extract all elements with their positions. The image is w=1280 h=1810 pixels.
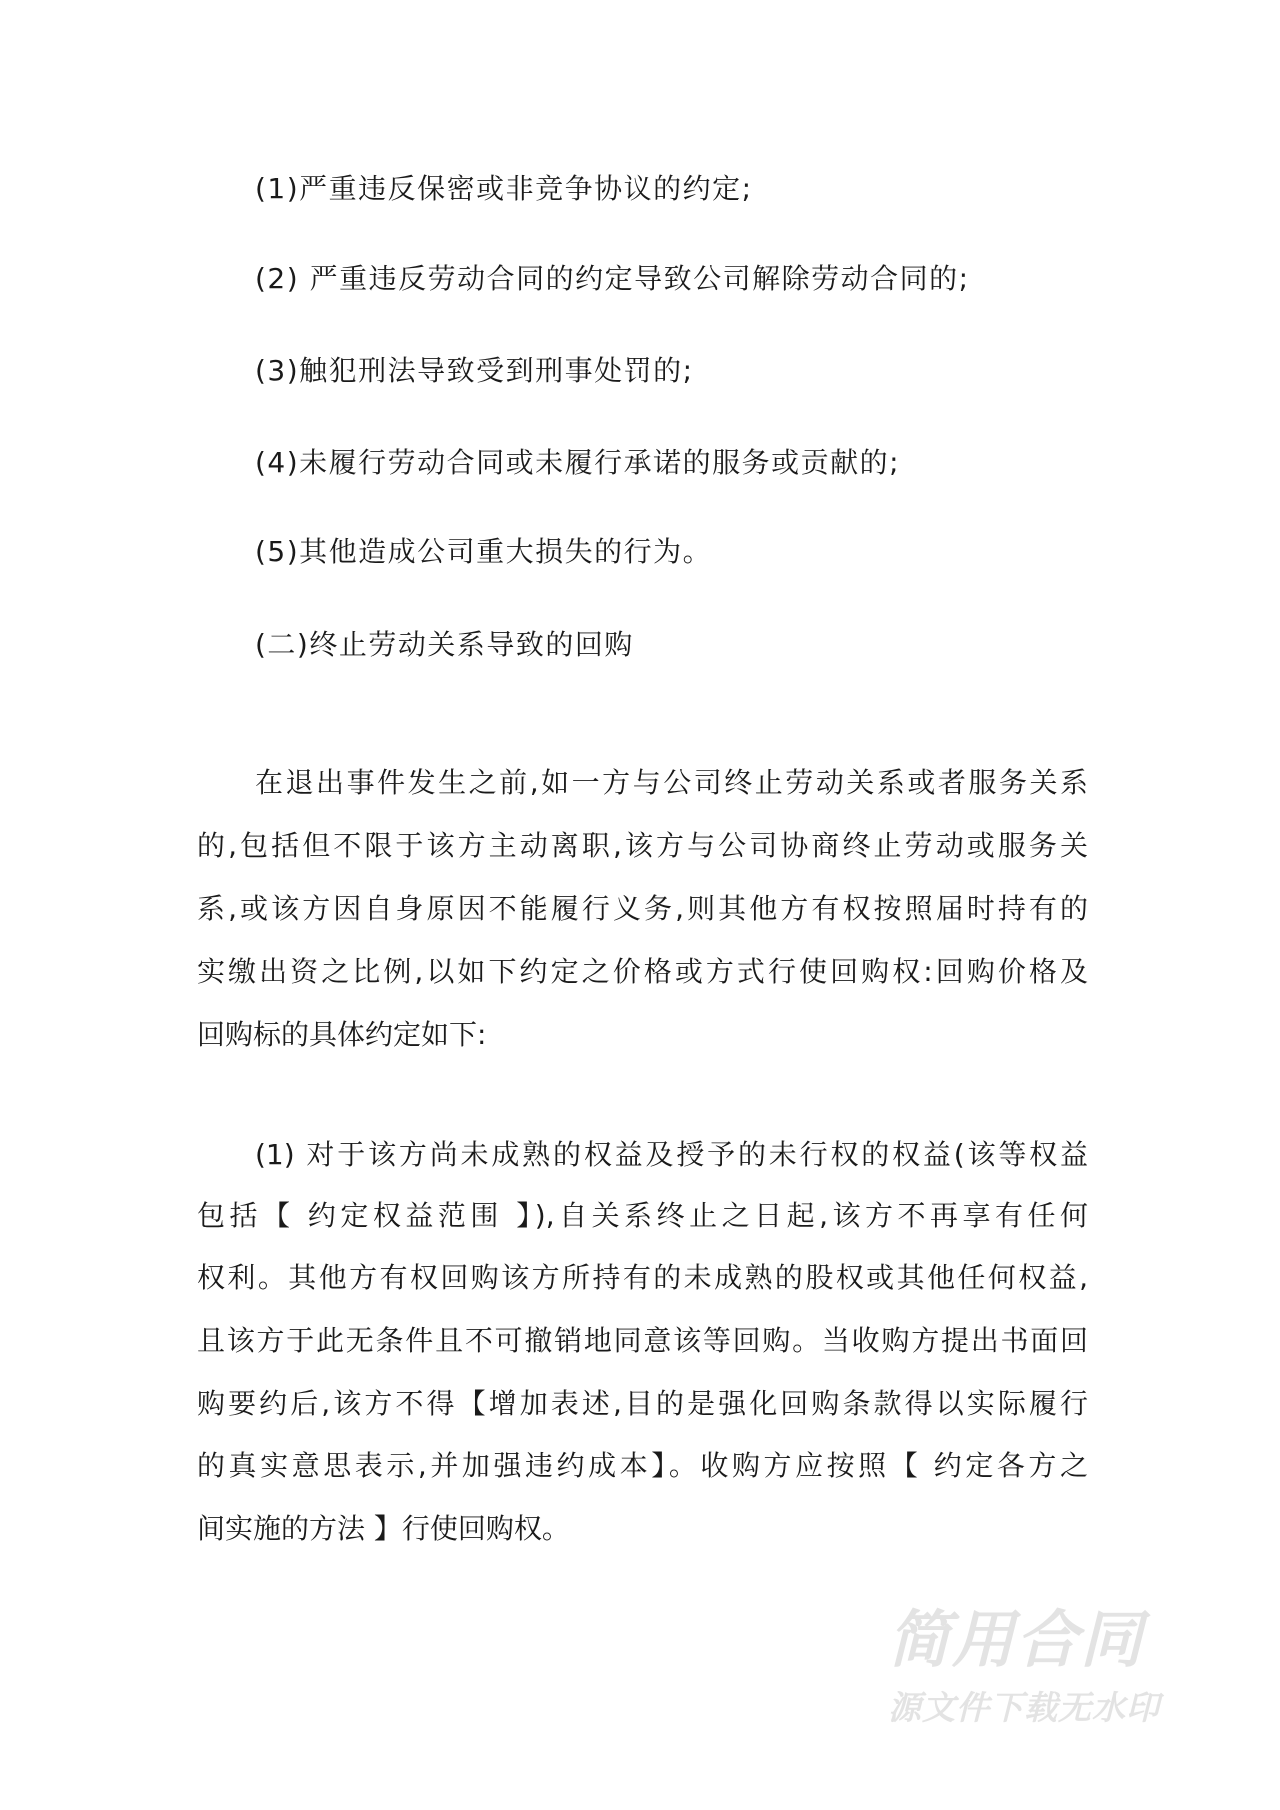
- paragraph-line: 系,或该方因自身原因不能履行义务,则其他方有权按照届时持有的: [197, 892, 1088, 925]
- section-heading: (二)终止劳动关系导致的回购: [255, 628, 634, 661]
- watermark-subtitle: 源文件下载无水印: [888, 1688, 1160, 1727]
- watermark-title: 简用合同: [888, 1603, 1145, 1676]
- paragraph-line: 包括【 约定权益范围 】),自关系终止之日起,该方不再享有任何: [197, 1199, 1088, 1232]
- paragraph-line: 实缴出资之比例,以如下约定之价格或方式行使回购权:回购价格及: [197, 955, 1088, 988]
- list-item: (1)严重违反保密或非竞争协议的约定;: [255, 172, 753, 205]
- list-item: (2) 严重违反劳动合同的约定导致公司解除劳动合同的;: [255, 262, 970, 295]
- paragraph-line: 在退出事件发生之前,如一方与公司终止劳动关系或者服务关系: [255, 766, 1088, 799]
- paragraph-line: 且该方于此无条件且不可撤销地同意该等回购。当收购方提出书面回: [197, 1324, 1088, 1357]
- paragraph-line: 的真实意思表示,并加强违约成本】。收购方应按照【 约定各方之: [197, 1449, 1088, 1482]
- list-item: (4)未履行劳动合同或未履行承诺的服务或贡献的;: [255, 446, 901, 479]
- paragraph-line: 的,包括但不限于该方主动离职,该方与公司协商终止劳动或服务关: [197, 829, 1088, 862]
- paragraph-line: 间实施的方法 】行使回购权。: [197, 1512, 570, 1545]
- paragraph-line: 购要约后,该方不得【增加表述,目的是强化回购条款得以实际履行: [197, 1387, 1088, 1420]
- list-item: (3)触犯刑法导致受到刑事处罚的;: [255, 354, 694, 387]
- paragraph-line: (1) 对于该方尚未成熟的权益及授予的未行权的权益(该等权益: [255, 1138, 1088, 1171]
- list-item: (5)其他造成公司重大损失的行为。: [255, 535, 713, 568]
- paragraph-line: 权利。其他方有权回购该方所持有的未成熟的股权或其他任何权益,: [197, 1261, 1088, 1294]
- paragraph-line: 回购标的具体约定如下:: [197, 1018, 487, 1051]
